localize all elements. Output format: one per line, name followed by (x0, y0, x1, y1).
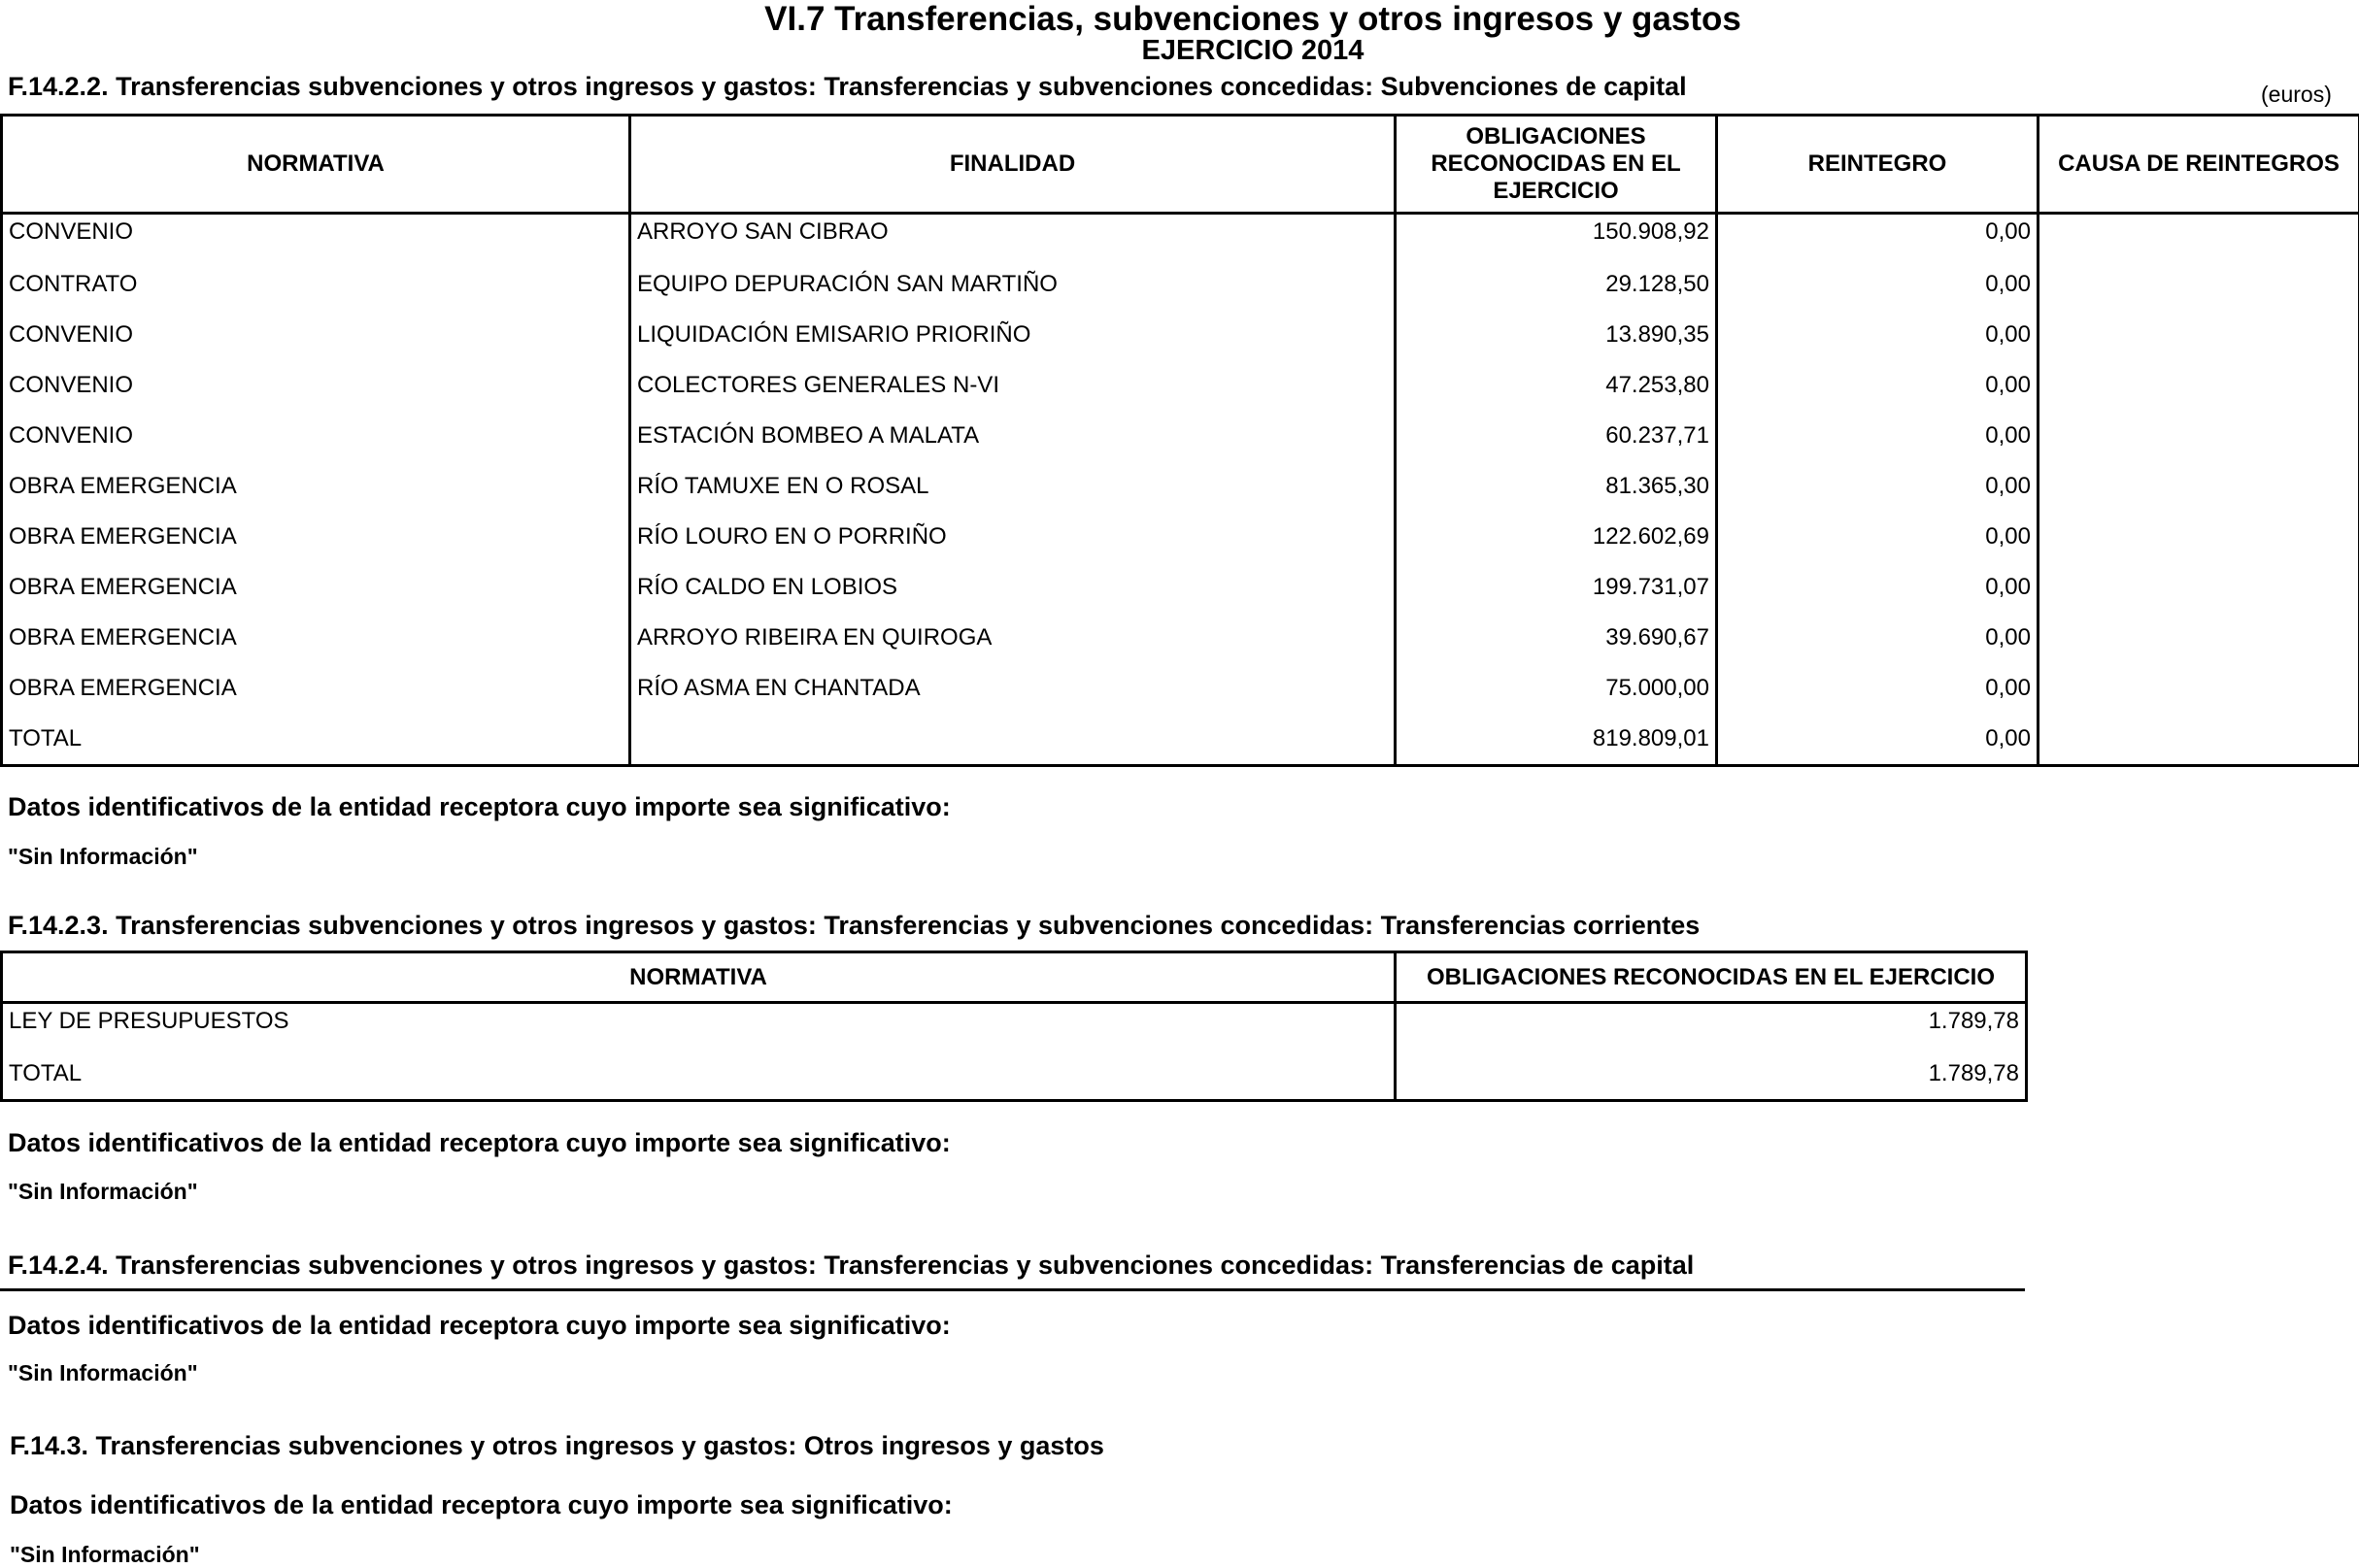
table-row (2, 310, 2359, 360)
section-2-ident-value: "Sin Información" (8, 1179, 198, 1205)
col-header-obligaciones: OBLIGACIONES RECONOCIDAS EN EL EJERCICIO (1396, 116, 1717, 214)
units-label: (euros) (2261, 82, 2332, 108)
cell-causa (2039, 613, 2359, 663)
cell-causa (2039, 310, 2359, 360)
cell-causa (2039, 411, 2359, 461)
cell-reintegro: 0,00 (1717, 461, 2039, 512)
cell-normativa: TOTAL (2, 714, 630, 766)
section-3-ident-value: "Sin Información" (8, 1360, 198, 1386)
cell-reintegro: 0,00 (1717, 259, 2039, 310)
cell-obligaciones: 199.731,07 (1396, 562, 1717, 613)
section-1-ident-value: "Sin Información" (8, 844, 198, 870)
col-header-obligaciones: OBLIGACIONES RECONOCIDAS EN EL EJERCICIO (1396, 952, 2027, 1003)
cell-finalidad: RÍO LOURO EN O PORRIÑO (630, 512, 1396, 562)
table-row (2, 259, 2359, 310)
cell-normativa: OBRA EMERGENCIA (2, 562, 630, 613)
cell-obligaciones: 150.908,92 (1396, 214, 1717, 260)
section-1-heading: F.14.2.2. Transferencias subvenciones y otros ingresos y gastos: Transferencias y subvenciones concedidas: Subvenciones de capital (8, 72, 1687, 102)
cell-normativa: LEY DE PRESUPUESTOS (2, 1003, 1396, 1050)
section-4-ident-value: "Sin Información" (10, 1542, 200, 1568)
cell-causa (2039, 562, 2359, 613)
section-3-ident-label: Datos identificativos de la entidad receptora cuyo importe sea significativo: (8, 1311, 951, 1341)
page-title: VI.7 Transferencias, subvenciones y otros ingresos y gastos (0, 0, 2359, 39)
cell-finalidad: EQUIPO DEPURACIÓN SAN MARTIÑO (630, 259, 1396, 310)
col-header-normativa: NORMATIVA (2, 116, 630, 214)
cell-finalidad: RÍO ASMA EN CHANTADA (630, 663, 1396, 714)
table-row (2, 411, 2359, 461)
section-3-heading: F.14.2.4. Transferencias subvenciones y otros ingresos y gastos: Transferencias y subvenciones concedidas: Transferencias de capital (8, 1251, 1694, 1281)
table-row (2, 512, 2359, 562)
cell-finalidad: RÍO TAMUXE EN O ROSAL (630, 461, 1396, 512)
cell-finalidad: RÍO CALDO EN LOBIOS (630, 562, 1396, 613)
table-row (2, 663, 2359, 714)
cell-normativa: CONVENIO (2, 310, 630, 360)
cell-finalidad: COLECTORES GENERALES N-VI (630, 360, 1396, 411)
cell-causa (2039, 259, 2359, 310)
cell-reintegro: 0,00 (1717, 562, 2039, 613)
cell-obligaciones: 1.789,78 (1396, 1003, 2027, 1050)
cell-obligaciones: 29.128,50 (1396, 259, 1717, 310)
cell-obligaciones: 39.690,67 (1396, 613, 1717, 663)
cell-causa (2039, 512, 2359, 562)
cell-causa (2039, 461, 2359, 512)
cell-reintegro: 0,00 (1717, 214, 2039, 260)
table-row (2, 613, 2359, 663)
table-header-row (2, 952, 2027, 1003)
cell-normativa: CONVENIO (2, 411, 630, 461)
cell-normativa: CONTRATO (2, 259, 630, 310)
cell-finalidad (630, 714, 1396, 766)
cell-reintegro: 0,00 (1717, 411, 2039, 461)
cell-reintegro: 0,00 (1717, 714, 2039, 766)
table-row (2, 214, 2359, 260)
cell-normativa: CONVENIO (2, 214, 630, 260)
table-header-row (2, 116, 2359, 214)
cell-obligaciones: 75.000,00 (1396, 663, 1717, 714)
cell-causa (2039, 663, 2359, 714)
cell-finalidad: LIQUIDACIÓN EMISARIO PRIORIÑO (630, 310, 1396, 360)
cell-causa (2039, 714, 2359, 766)
cell-obligaciones: 1.789,78 (1396, 1049, 2027, 1101)
cell-causa (2039, 360, 2359, 411)
col-header-reintegro: REINTEGRO (1717, 116, 2039, 214)
col-header-causa: CAUSA DE REINTEGROS (2039, 116, 2359, 214)
col-header-finalidad: FINALIDAD (630, 116, 1396, 214)
cell-reintegro: 0,00 (1717, 512, 2039, 562)
cell-obligaciones: 13.890,35 (1396, 310, 1717, 360)
cell-normativa: OBRA EMERGENCIA (2, 663, 630, 714)
section-4-ident-label: Datos identificativos de la entidad receptora cuyo importe sea significativo: (10, 1490, 953, 1520)
table-row (2, 360, 2359, 411)
cell-normativa: TOTAL (2, 1049, 1396, 1101)
cell-reintegro: 0,00 (1717, 663, 2039, 714)
cell-reintegro: 0,00 (1717, 310, 2039, 360)
subvenciones-capital-table (0, 114, 2359, 767)
section-2-ident-label: Datos identificativos de la entidad receptora cuyo importe sea significativo: (8, 1128, 951, 1158)
section-1-ident-label: Datos identificativos de la entidad receptora cuyo importe sea significativo: (8, 792, 951, 822)
table-row (2, 562, 2359, 613)
cell-obligaciones: 81.365,30 (1396, 461, 1717, 512)
cell-obligaciones: 60.237,71 (1396, 411, 1717, 461)
transferencias-corrientes-table (0, 951, 2028, 1102)
table-row (2, 1003, 2027, 1050)
section-3-divider (0, 1288, 2025, 1291)
cell-reintegro: 0,00 (1717, 613, 2039, 663)
cell-finalidad: ESTACIÓN BOMBEO A MALATA (630, 411, 1396, 461)
cell-normativa: OBRA EMERGENCIA (2, 512, 630, 562)
section-2-heading: F.14.2.3. Transferencias subvenciones y otros ingresos y gastos: Transferencias y subvenciones concedidas: Transferencias corrientes (8, 911, 1700, 941)
cell-normativa: OBRA EMERGENCIA (2, 461, 630, 512)
cell-obligaciones: 819.809,01 (1396, 714, 1717, 766)
table-row (2, 461, 2359, 512)
cell-finalidad: ARROYO RIBEIRA EN QUIROGA (630, 613, 1396, 663)
cell-causa (2039, 214, 2359, 260)
page-subtitle: EJERCICIO 2014 (0, 35, 2359, 67)
cell-obligaciones: 122.602,69 (1396, 512, 1717, 562)
cell-reintegro: 0,00 (1717, 360, 2039, 411)
cell-finalidad: ARROYO SAN CIBRAO (630, 214, 1396, 260)
cell-normativa: OBRA EMERGENCIA (2, 613, 630, 663)
section-4-heading: F.14.3. Transferencias subvenciones y otros ingresos y gastos: Otros ingresos y gastos (10, 1431, 1104, 1461)
cell-obligaciones: 47.253,80 (1396, 360, 1717, 411)
cell-normativa: CONVENIO (2, 360, 630, 411)
total-row (2, 1049, 2027, 1101)
col-header-normativa: NORMATIVA (2, 952, 1396, 1003)
total-row (2, 714, 2359, 766)
